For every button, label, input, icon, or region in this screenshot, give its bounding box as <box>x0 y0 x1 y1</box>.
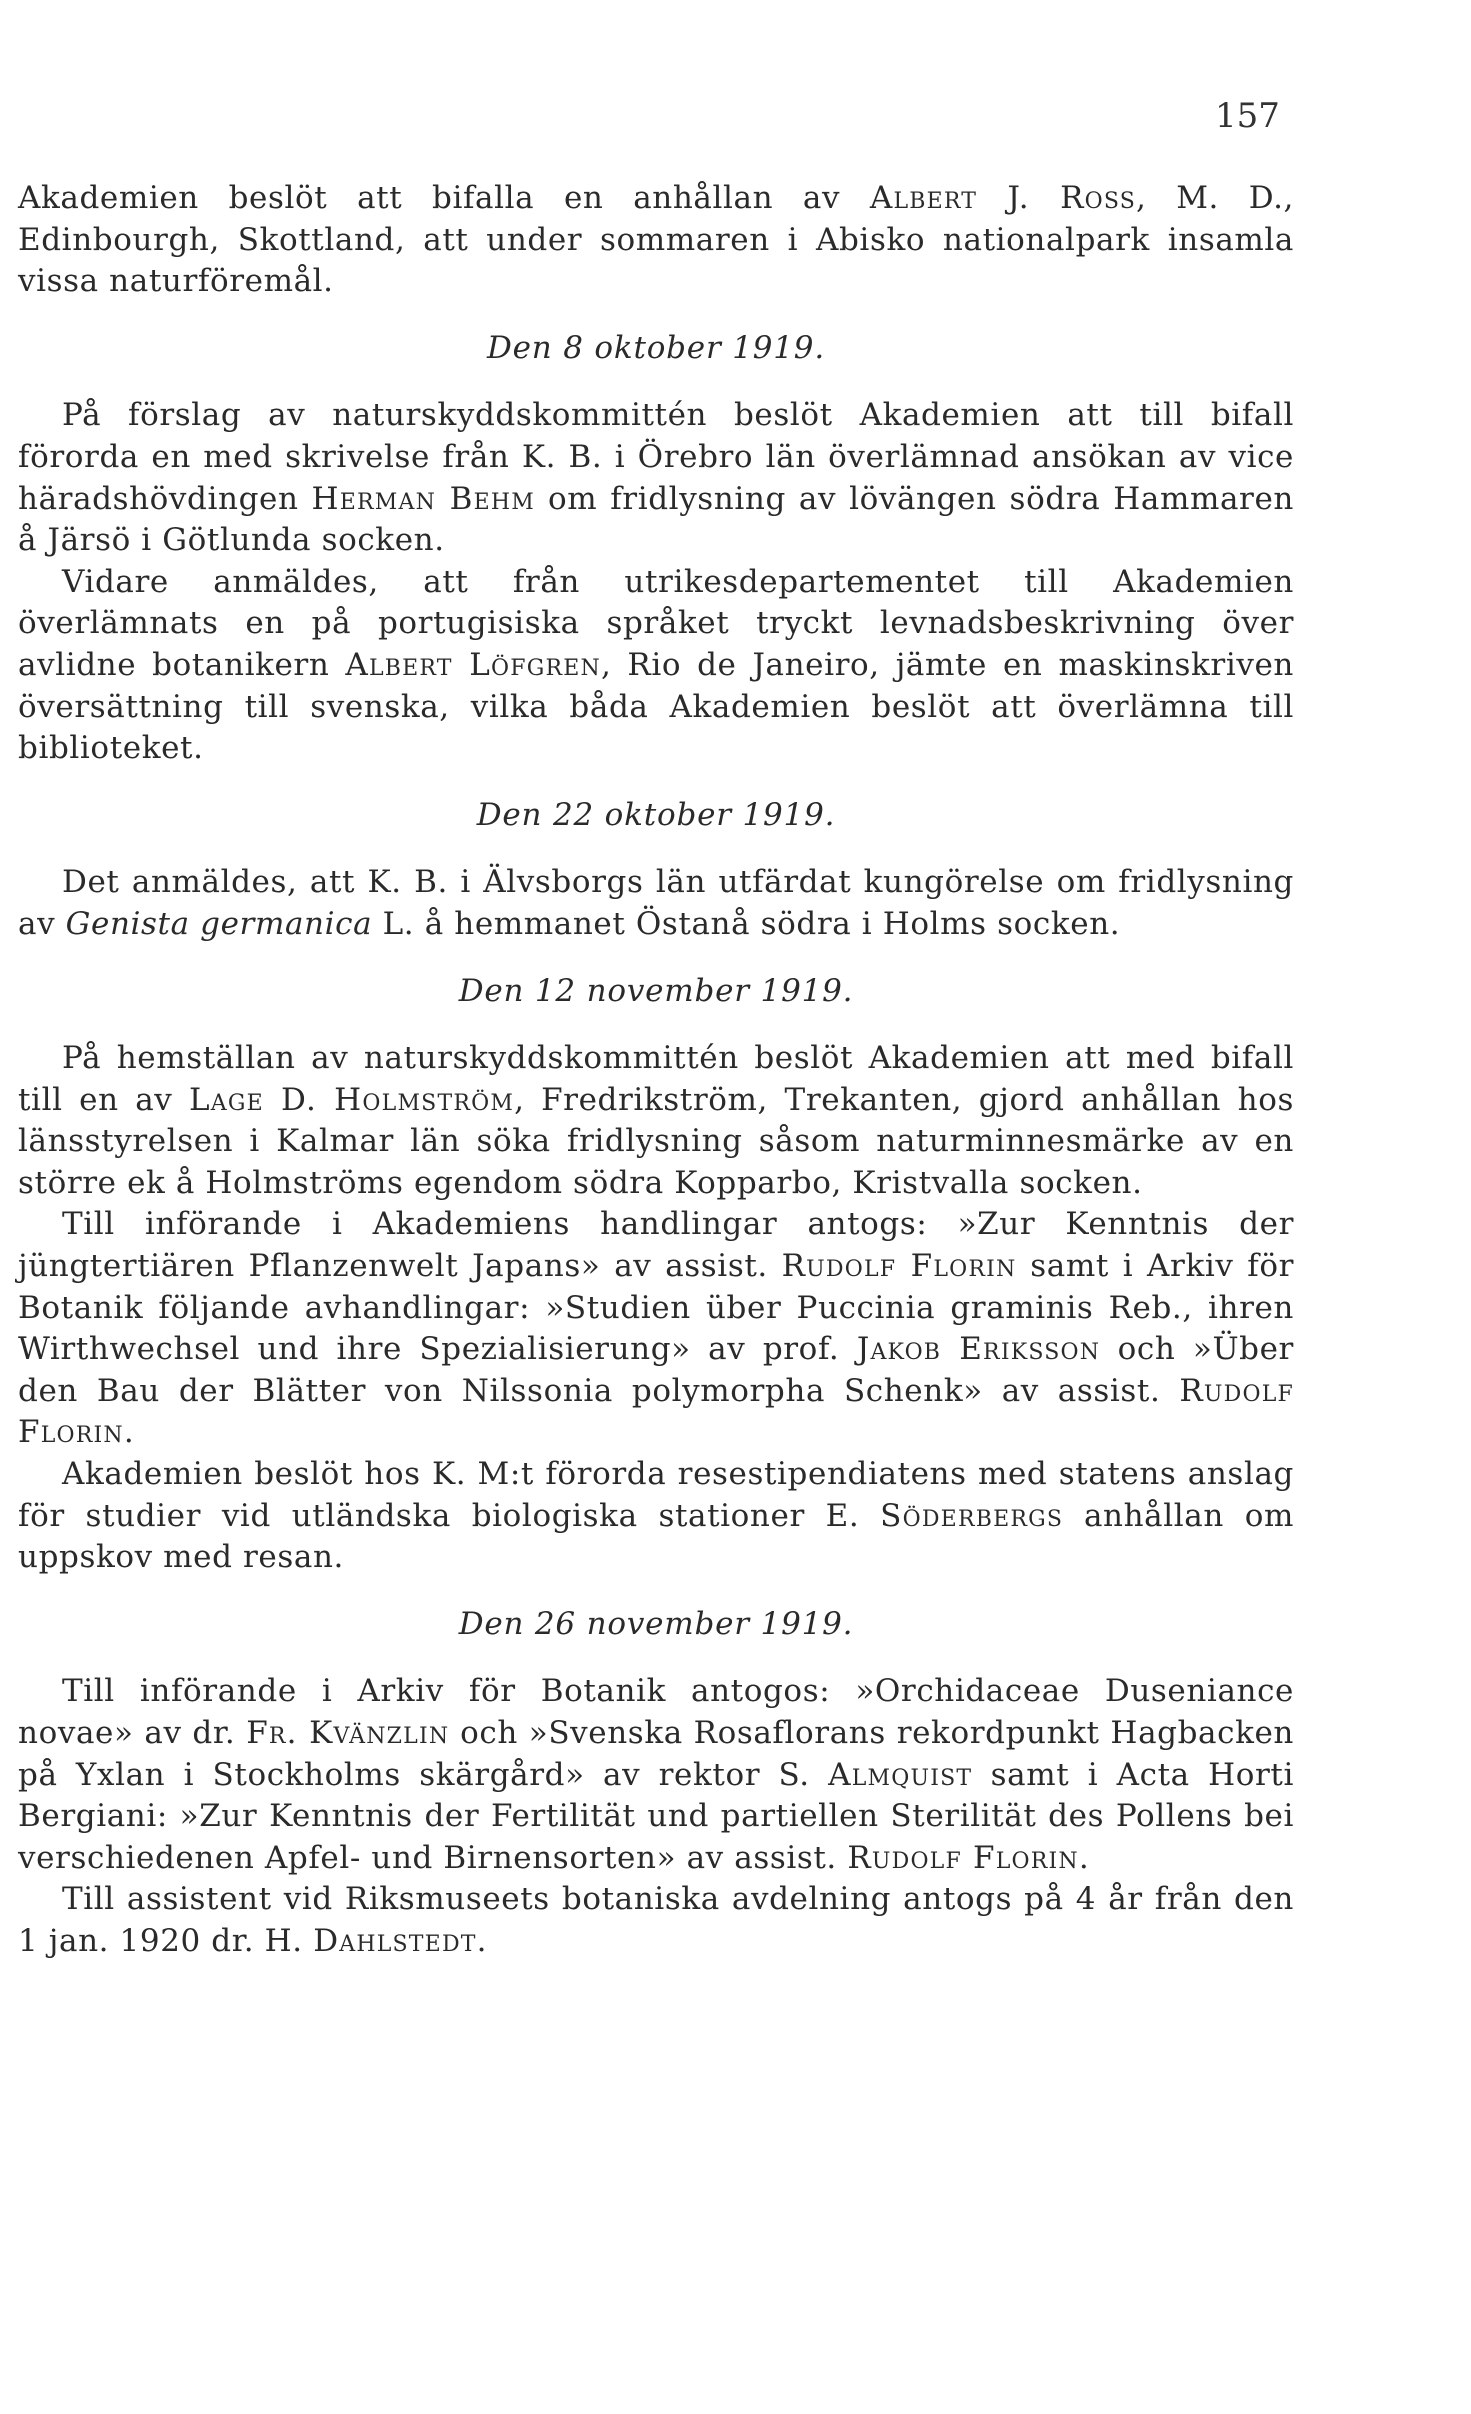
text-run: Vidare anmäldes, att från utrikesdepartementet till Akademien överlämnats en på portugisiska språket tryckt levnadsbeskrivning över avlidne botanikern <box>18 563 1294 683</box>
text-run: . <box>476 1922 488 1959</box>
paragraph <box>18 1671 1294 1879</box>
text-run: Det anmäldes, att K. B. i Älvsborgs län utfärdat kungörelse om fridlysning av <box>18 864 1294 942</box>
text-run: Till införande i Arkiv för Botanik antogos: »Orchidaceae Duseniance novae» av dr. <box>18 1673 1294 1751</box>
section-date: Den 22 oktober 1919. <box>476 796 836 833</box>
text-run: På hemställan av naturskyddskommittén beslöt Akademien att med bifall till en av <box>18 1040 1294 1118</box>
person-name: Rudolf Florin <box>847 1839 1079 1876</box>
section-date: Den 12 november 1919. <box>458 972 854 1009</box>
text-run: anhållan om uppskov med resan. <box>18 1497 1294 1576</box>
paragraph <box>18 178 1294 303</box>
paragraph <box>18 862 1294 945</box>
person-name: Rudolf Florin <box>18 1372 1294 1451</box>
text-run: om fridlysning av lövängen södra Hammaren å Järsö i Götlunda socken. <box>18 480 1294 559</box>
person-name: Herman Behm <box>311 480 535 517</box>
text-run: , Fredrikström, Trekanten, gjord anhållan hos länsstyrelsen i Kalmar län söka fridlysning såsom naturminnesmärke av en större ek å Holmströms egendom södra Kopparbo, Kristvalla socken. <box>18 1081 1294 1201</box>
text-run: och »Über den Bau der Blätter von Nilssonia polymorpha Schenk» av assist. <box>18 1331 1294 1409</box>
text-run: Till införande i Akademiens handlingar antogs: »Zur Kenntnis der jüngtertiären Pflanzenwelt Japans» av assist. <box>18 1206 1294 1285</box>
person-name: Fr. Kvänzlin <box>246 1715 450 1751</box>
paragraph <box>18 395 1294 561</box>
text-run: L. å hemmanet Östanå södra i Holms socken. <box>372 905 1121 942</box>
person-name: Söderbergs <box>880 1497 1064 1534</box>
text-run: samt i Acta Horti Bergiani: »Zur Kenntnis der Fertilität und partiellen Sterilität des Pollens bei verschiedenen Apfel- und Birnensorten» av assist. <box>18 1756 1294 1876</box>
text-run: . <box>123 1414 135 1451</box>
species-name: Genista germanica <box>65 905 373 942</box>
paragraph <box>18 1454 1294 1579</box>
person-name: Lage D. Holmström <box>188 1081 515 1118</box>
text-run: . <box>1078 1839 1090 1876</box>
person-name: Albert Löfgren <box>345 646 601 683</box>
page-number: 157 <box>1215 96 1280 136</box>
text-run: , M. D., Edinbourgh, Skottland, att under sommaren i Abisko nationalpark insamla vissa naturföremål. <box>18 180 1294 300</box>
text-run: Akademien beslöt hos K. M:t förorda resestipendiatens med statens anslag för studier vid utländska biologiska stationer E. <box>18 1456 1294 1534</box>
section-date: Den 26 november 1919. <box>458 1605 854 1642</box>
paragraph <box>18 1038 1294 1204</box>
text-run: Till assistent vid Riksmuseets botaniska avdelning antogs på 4 år från den 1 jan. 1920 dr. H. <box>18 1881 1294 1959</box>
text-run: , Rio de Janeiro, jämte en maskinskriven översättning till svenska, vilka båda Akademien beslöt att överlämna till biblioteket. <box>18 646 1294 767</box>
person-name: Jakob Eriksson <box>856 1331 1101 1368</box>
paragraph <box>18 1204 1294 1454</box>
paragraph <box>18 1879 1294 1962</box>
paragraph <box>18 562 1294 770</box>
person-name: Dahlstedt <box>313 1922 477 1959</box>
text-body <box>18 178 1294 1963</box>
text-run: Akademien beslöt att bifalla en anhållan av <box>18 180 870 216</box>
text-run: På förslag av naturskyddskommittén beslöt Akademien att till bifall förorda en med skrivelse från K. B. i Örebro län överlämnad ansökan av vice häradshövdingen <box>18 397 1294 517</box>
section-date: Den 8 oktober 1919. <box>487 329 825 366</box>
person-name: Albert J. Ross <box>869 180 1137 216</box>
text-run: och »Svenska Rosaflorans rekordpunkt Hagbacken på Yxlan i Stockholms skärgård» av rektor S. <box>18 1715 1294 1793</box>
person-name: Rudolf Florin <box>781 1248 1017 1285</box>
text-run: samt i Arkiv för Botanik följande avhandlingar: »Studien über Puccinia graminis Reb., ihren Wirthwechsel und ihre Spezialisierung» av prof. <box>18 1248 1294 1368</box>
person-name: Almquist <box>828 1756 973 1793</box>
